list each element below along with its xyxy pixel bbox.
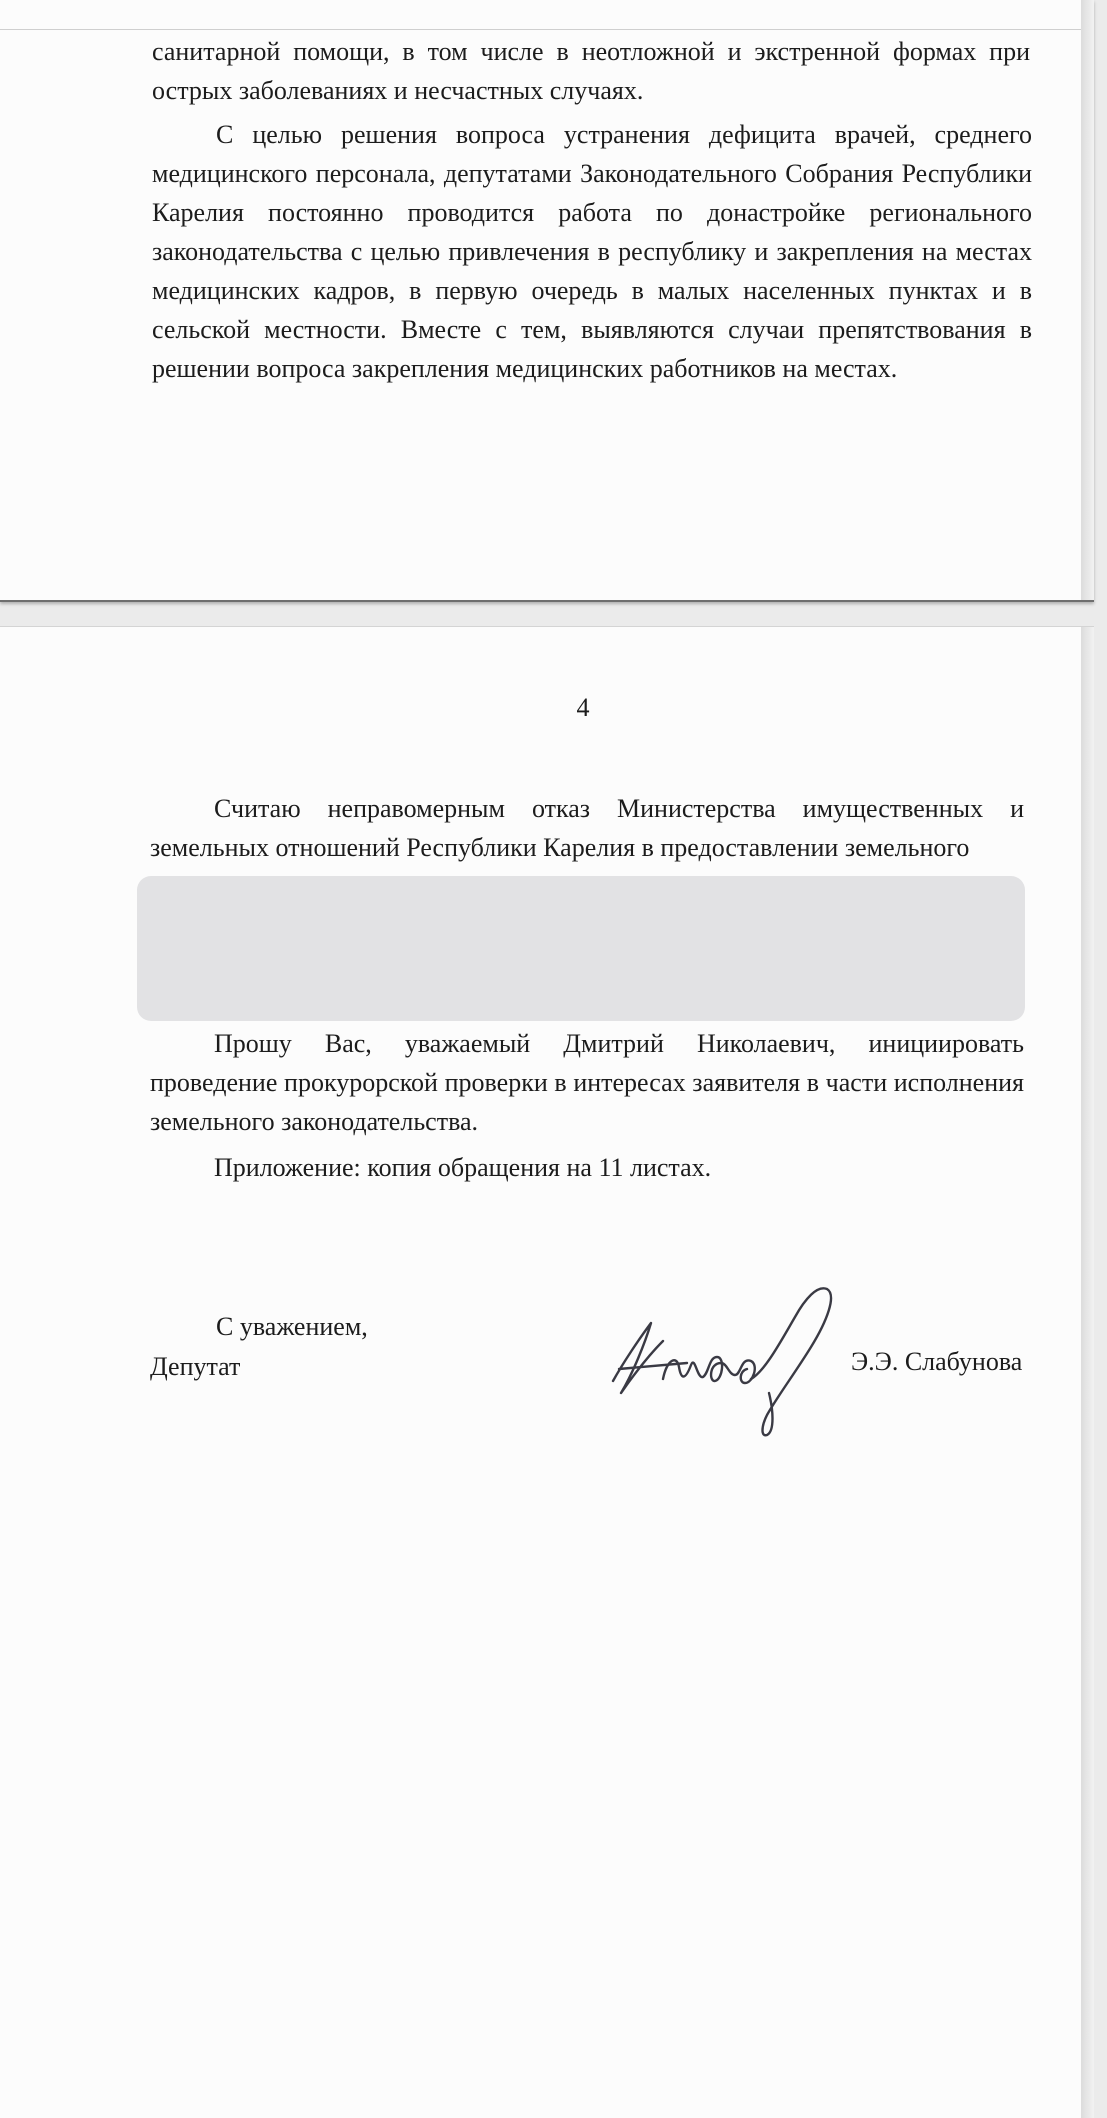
- attachment-note: Приложение: копия обращения на 11 листах.: [214, 1153, 712, 1182]
- paragraph: Прошу Вас, уважаемый Дмитрий Николаевич, инициировать проведение прокурорской проверки в интересах заявителя в части исполнения земельного законодательства.: [150, 1029, 1024, 1136]
- document-page-4: [0, 626, 1094, 2118]
- paragraph: Считаю неправомерным отказ Министерства имущественных и земельных отношений Республики Карелия в предоставлении земельного: [150, 794, 1024, 862]
- signer-name: Э.Э. Слабунова: [851, 1347, 1023, 1376]
- redaction-block: [137, 876, 1025, 1021]
- handwritten-signature: [605, 1281, 855, 1441]
- paragraph: санитарной помощи, в том числе в неотложной и экстренной формах при острых заболеваниях и несчастных случаях.: [152, 37, 1030, 105]
- document-page-3: [0, 0, 1094, 602]
- paragraph: С целью решения вопроса устранения дефицита врачей, среднего медицинского персонала, депутатами Законодательного Собрания Республики Карелия постоянно проводится работа по донастройке регионального законодательства с целью привлечения в республику и закрепления на местах медицинских кадров, в первую очередь в малых населенных пунктах и в сельской местности. Вместе с тем, выявляются случаи препятствования в решении вопроса закрепления медицинских работников на местах.: [152, 120, 1032, 383]
- closing-phrase: С уважением,: [216, 1312, 368, 1341]
- page-edge-shadow: [1081, 0, 1094, 600]
- page-number: 4: [576, 693, 590, 722]
- partially-hidden-text-line: [150, 869, 1024, 875]
- page-edge-shadow: [1081, 627, 1094, 2118]
- signer-position: Депутат: [150, 1352, 241, 1381]
